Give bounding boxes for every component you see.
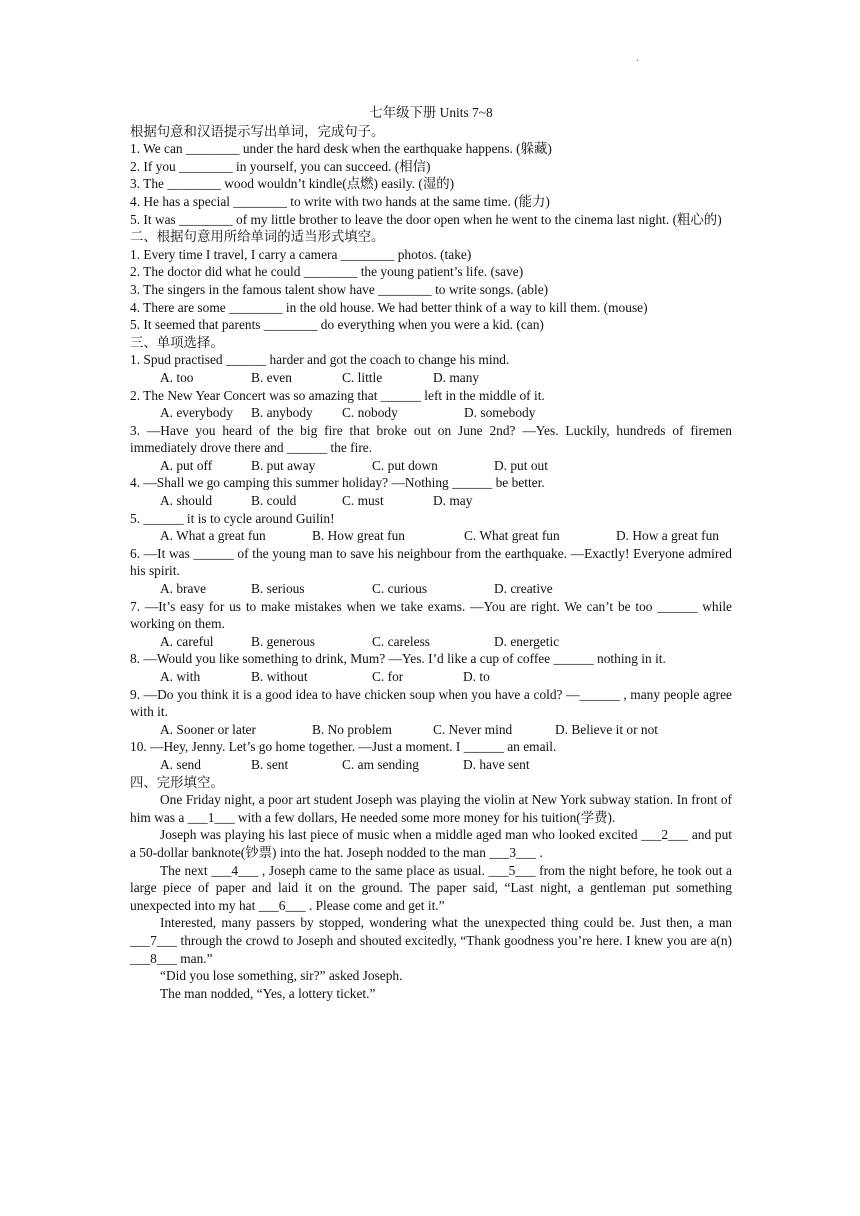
options-row [130, 527, 732, 545]
question [130, 738, 732, 773]
option-b: B. How great fun [312, 528, 405, 544]
section-heading: 三、单项选择。 [130, 334, 224, 350]
option-a: A. too [160, 369, 194, 385]
question-stem: 8. —Would you like something to drink, Mum? —Yes. I’d like a cup of coffee ______ nothing in it. [130, 651, 666, 667]
passage-paragraph: The man nodded, “Yes, a lottery ticket.” [160, 985, 376, 1001]
page-title: 七年级下册 Units 7~8 [369, 105, 493, 120]
section-1 [130, 123, 732, 229]
option-a: A. brave [160, 581, 207, 597]
option-a: A. careful [160, 633, 214, 649]
passage-paragraph: One Friday night, a poor art student Joseph was playing the violin at New York subway station. In front of him was a ___1___ with a few dollars, He needed some more money for his tuition(学费). [130, 792, 732, 825]
section-heading: 根据句意和汉语提示写出单词，完成句子。 [130, 123, 385, 139]
option-a: A. What a great fun [160, 528, 266, 544]
question [130, 545, 732, 598]
question-stem: 4. —Shall we go camping this summer holiday? —Nothing ______ be better. [130, 475, 545, 491]
option-c: C. careless [372, 633, 431, 649]
passage-paragraph: Joseph was playing his last piece of music when a middle aged man who looked excited ___2___ and put a 50-dollar banknote(钞票) into the hat. Joseph nodded to the man ___3___ . [130, 827, 732, 860]
exercise-item: 3. The singers in the famous talent show have ________ to write songs. (able) [130, 281, 549, 297]
option-d: D. How a great fun [616, 528, 719, 544]
option-a: A. everybody [160, 405, 233, 421]
question-stem: 6. —It was ______ of the young man to save his neighbour from the earthquake. —Exactly! Everyone admired his spirit. [130, 545, 732, 579]
option-d: D. somebody [464, 405, 536, 421]
options-row [130, 721, 732, 739]
exercise-item: 4. There are some ________ in the old house. We had better think of a way to kill them. (mouse) [130, 299, 648, 315]
option-c: C. nobody [342, 405, 398, 421]
question-stem: 7. —It’s easy for us to make mistakes when we take exams. —You are right. We can’t be too ______ while working on them. [130, 598, 732, 632]
option-c: C. must [342, 493, 384, 509]
option-d: D. have sent [463, 756, 530, 772]
option-b: B. without [251, 669, 308, 684]
exercise-item: 2. The doctor did what he could ________ the young patient’s life. (save) [130, 264, 524, 280]
question-stem: 5. ______ it is to cycle around Guilin! [130, 510, 335, 526]
exercise-item: 1. Every time I travel, I carry a camera ________ photos. (take) [130, 246, 472, 262]
section-4 [130, 774, 732, 1003]
option-b: B. serious [251, 581, 305, 597]
question-stem: 9. —Do you think it is a good idea to have chicken soup when you have a cold? —______ , many people agree with it. [130, 686, 732, 720]
section-3 [130, 334, 732, 774]
question [130, 650, 732, 685]
option-c: C. curious [372, 581, 428, 597]
question [130, 387, 732, 422]
question [130, 351, 732, 386]
options-row [130, 369, 732, 387]
options-row [130, 756, 732, 774]
options-row [130, 457, 732, 475]
options-row [130, 404, 732, 422]
options-row [130, 492, 732, 510]
option-d: D. to [463, 669, 490, 684]
question-stem: 10. —Hey, Jenny. Let’s go home together. —Just a moment. I ______ an email. [130, 739, 557, 755]
options-row [130, 633, 732, 651]
option-d: D. energetic [494, 633, 560, 649]
option-c: C. Never mind [433, 721, 513, 737]
question [130, 422, 732, 475]
exercise-item: 4. He has a special ________ to write with two hands at the same time. (能力) [130, 193, 550, 209]
question [130, 598, 732, 651]
option-c: C. for [372, 669, 404, 684]
option-d: D. put out [494, 457, 548, 473]
question-stem: 3. —Have you heard of the big fire that broke out on June 2nd? —Yes. Luckily, hundreds of firemen immediately drove there and ______ the fire. [130, 422, 732, 456]
exercise-item: 1. We can ________ under the hard desk when the earthquake happens. (躲藏) [130, 141, 552, 157]
exercise-item: 2. If you ________ in yourself, you can succeed. (相信) [130, 158, 431, 174]
option-d: D. creative [494, 581, 553, 597]
option-c: C. little [342, 369, 383, 385]
option-b: B. sent [251, 756, 289, 772]
option-d: D. many [433, 369, 480, 385]
option-c: C. am sending [342, 756, 419, 772]
worksheet [130, 104, 732, 1002]
passage-paragraph: The next ___4___ , Joseph came to the same place as usual. ___5___ from the night before, he took out a large piece of paper and laid it on the ground. The paper said, “Last night, a gentleman put something unexpected into my hat ___6___ . Please come and get it.” [130, 862, 732, 913]
exercise-item: 3. The ________ wood wouldn’t kindle(点燃) easily. (湿的) [130, 176, 455, 192]
question [130, 686, 732, 739]
question-stem: 2. The New Year Concert was so amazing that ______ left in the middle of it. [130, 387, 545, 403]
option-b: B. anybody [251, 405, 313, 421]
option-c: C. What great fun [464, 528, 560, 544]
question [130, 474, 732, 509]
options-row [130, 580, 732, 598]
option-a: A. with [160, 669, 201, 684]
option-b: B. generous [251, 633, 315, 649]
exercise-item: 5. It was ________ of my little brother to leave the door open when he went to the cinema last night. (粗心的) [130, 211, 722, 227]
section-2 [130, 228, 732, 334]
option-a: A. send [160, 756, 201, 772]
option-d: D. Believe it or not [555, 721, 659, 737]
option-b: B. even [251, 369, 292, 385]
question [130, 510, 732, 545]
option-b: B. could [251, 493, 297, 509]
option-b: B. No problem [312, 721, 392, 737]
exercise-item: 5. It seemed that parents ________ do everything when you were a kid. (can) [130, 317, 544, 333]
option-a: A. put off [160, 457, 213, 473]
option-a: A. should [160, 493, 213, 509]
corner-mark: · [636, 56, 640, 67]
option-d: D. may [433, 493, 473, 509]
passage-paragraph: Interested, many passers by stopped, wondering what the unexpected thing could be. Just then, a man ___7___ through the crowd to Joseph and shouted excitedly, “Thank goodness you’re here. I knew you are a(n) ___8___ man.” [130, 915, 732, 966]
option-b: B. put away [251, 457, 316, 473]
section-heading: 四、完形填空。 [130, 774, 224, 790]
passage-paragraph: “Did you lose something, sir?” asked Joseph. [160, 968, 403, 984]
section-heading: 二、根据句意用所给单词的适当形式填空。 [130, 229, 385, 245]
option-c: C. put down [372, 457, 438, 473]
option-a: A. Sooner or later [160, 721, 256, 737]
options-row [130, 668, 732, 686]
question-stem: 1. Spud practised ______ harder and got the coach to change his mind. [130, 352, 510, 368]
